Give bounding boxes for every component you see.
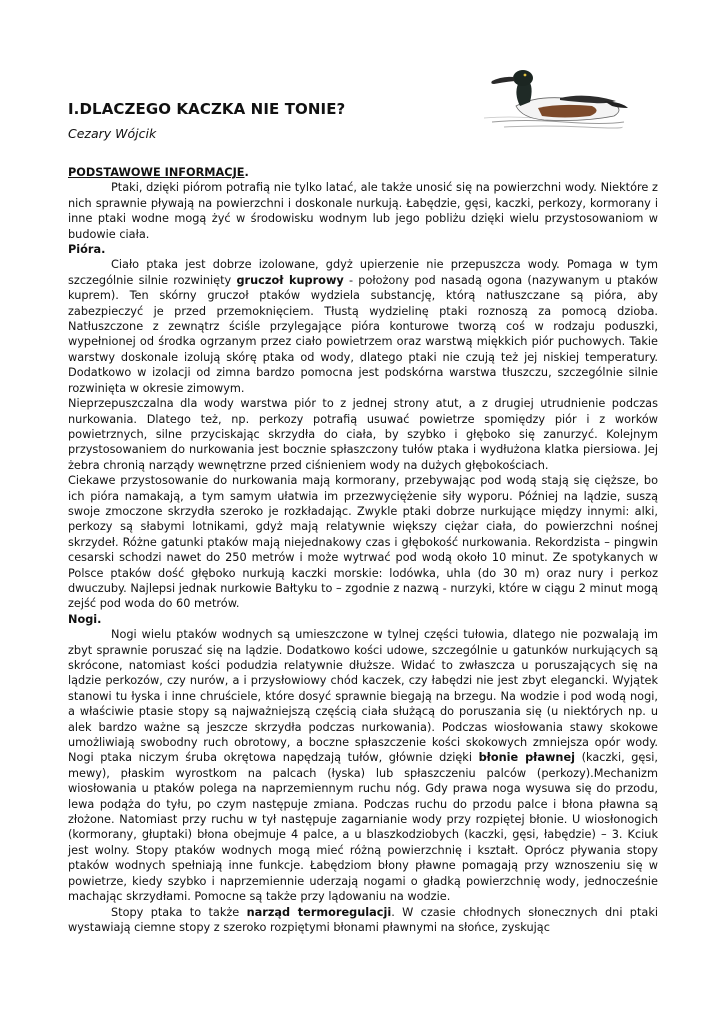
paragraph-cormorants: Ciekawe przystosowanie do nurkowania mają kormorany, przebywając pod wodą stają się cięższe, bo ich pióra namakają, a tym samym ułatwia im przezwyciężenie siły wyporu. Później na lądzie, suszą swoje zmoczone skrzydła szeroko je rozkładając. Zwykle ptaki dobrze nurkujące między innymi: alki, perkozy są słabymi lotnikami, gdyż mają relatywnie większy ciężar ciała, do powierzchni nośnej skrzydeł. Różne gatunki ptaków mają niejednakowy czas i głębokość nurkowania. Rekordzista – pingwin cesarski schodzi nawet do 250 metrów i może wytrwać pod wodą około 10 minut. Ze spotykanych w Polsce ptaków dość głęboko nurkują kaczki morskie: lodówka, uhla (do 30 m) oraz nury i perkoz dwuczuby. Najlepsi jednak nurkowie Bałtyku to – zgodnie z nazwą - nurzyki, które w ciągu 2 minut mogą zejść pod woda do 60 metrów.	[68, 474, 658, 611]
paragraph-legs-part2: (kaczki, gęsi, mewy), płaskim wyrostkom na palcach (łyska) lub spłaszczeniu palców (perkozy).Mechanizm wiosłowania u ptaków polega na naprzemiennym ruchu nóg. Gdy prawa noga wysuwa się do przodu, lewa podąża do tyłu, po czym następuje zmiana. Podczas ruchu do przodu palce i błona pławna są złożone. Natomiast przy ruchu w tył następuje zagarnianie wody przy rozpiętej błonie. U wiosłonogich (kormorany, głuptaki) błona obejmuje 4 palce, a u blaszkodziobych (kaczki, gęsi, łabędzie) – 3. Kciuk jest wolny. Stopy ptaków wodnych mogą mieć różną powierzchnię i kształt. Oprócz pływania stopy ptaków wodnych spełniają inne funkcje. Łabędziom błony pławne pomagają przy wznoszeniu się w powietrze, kiedy szybko i naprzemiennie uderzają nogami o gładką powierzchnię wody, jednocześnie machając skrzydłami. Pomocne są także przy lądowaniu na wodzie.	[68, 751, 658, 904]
term-webbed-membrane: błonie pławnej	[478, 751, 576, 765]
section-heading-feathers: Pióra.	[68, 243, 106, 257]
intro-heading-dot: .	[244, 166, 249, 179]
duck-illustration-icon	[464, 56, 634, 136]
paragraph-thermo-part1: Stopy ptaka to także	[111, 905, 247, 919]
page-title: I.DLACZEGO KACZKA NIE TONIE?	[68, 100, 346, 118]
paragraph-thermo-part2: . W czasie chłodnych słonecznych dni ptaki wystawiają ciemne stopy z szeroko rozpiętymi błonami pławnymi na słońce, zyskując	[68, 905, 659, 934]
document-page	[68, 0, 658, 1024]
term-uropygial-gland: gruczoł kuprowy	[236, 273, 344, 287]
paragraph-intro: Ptaki, dzięki piórom potrafią nie tylko latać, ale także unosić się na powierzchni wody. Niektóre z nich sprawnie pływają na powierzchni i doskonale nurkują. Łabędzie, gęsi, kaczki, perkozy, kormorany i inne ptaki wodne mogą żyć w środowisku wodnym lub jego pobliżu dzięki wielu przystosowaniom w budowie ciała.	[68, 181, 658, 241]
paragraph-thermoregulation	[68, 905, 658, 936]
paragraph-legs	[68, 627, 658, 904]
intro-heading	[68, 165, 658, 180]
term-thermoregulation: narząd termoregulacji	[246, 905, 392, 919]
paragraph-legs-part1: Nogi wielu ptaków wodnych są umieszczone w tylnej części tułowia, dlatego nie pozwalają im zbyt sprawnie poruszać się na lądzie. Dodatkowo kości udowe, szczególnie u gatunków nurkujących są skrócone, natomiast kości podudzia relatywnie dłuższe. Widać to zwłaszcza u poruszających się na lądzie perkozów, czy nurów, a i przysłowiowy chód kaczek, czy łabędzi nie jest zbyt elegancki. Wyjątek stanowi tu łyska i inne chruściele, które dosyć sprawnie biegają na brzegu. Na wodzie i pod wodą nogi, a właściwie ptasie stopy są najważniejszą częścią ciała służącą do poruszania się (u niektórych np. u alek bardzo ważne są jeszcze skrzydła podczas nurkowania). Podczas wiosłowania stawy skokowe umożliwiają swobodny ruch obrotowy, a boczne spłaszczenie kości skokowych zmniejsza opór wody. Nogi ptaka niczym śruba okrętowa napędzają tułów, głównie dzięki	[68, 628, 658, 765]
paragraph-feathers	[68, 257, 658, 396]
section-heading-legs: Nogi.	[68, 612, 102, 626]
paragraph-diving: Nieprzepuszczalna dla wody warstwa piór to z jednej strony atut, a z drugiej utrudnienie podczas nurkowania. Dlatego też, np. perkozy potrafią usuwać powietrze spomiędzy piór i z worków powietrznych, silne przyciskając skrzydła do ciała, by szybko i głęboko się zanurzyć. Kolejnym przystosowaniem do nurkowania jest bocznie spłaszczony tułów ptaka i wydłużona klatka piersiowa. Jej żebra chronią narządy wewnętrzne przed ciśnieniem wody na dużych głębokościach.	[68, 397, 658, 472]
intro-heading-text: PODSTAWOWE INFORMACJE	[68, 166, 245, 179]
paragraph-feathers-part2: - położony pod nasadą ogona (nazywanym u ptaków kuprem). Ten skórny gruczoł ptaków wydziela substancję, którą natłuszczane są pióra, aby zabezpieczyć je przed przemoknięciem. Tłustą wydzielinę ptaki roznoszą za pomocą dzioba. Natłuszczone z zewnątrz ściśle przylegające pióra konturowe tworzą coś w rodzaju poduszki, wypełnionej od środka ogrzanym przez ciało powietrzem oraz warstwą miękkich piór puchowych. Takie warstwy doskonale izolują skórę ptaka od wody, dlatego ptaki nie czują też jej niskiej temperatury. Dodatkowo w izolacji od zimna bardzo pomocna jest podskórna warstwa tłuszczu, szczególnie silnie rozwinięta w okresie zimowym.	[68, 273, 658, 395]
author-name: Cezary Wójcik	[68, 126, 157, 141]
paragraph-feathers-part1: Ciało ptaka jest dobrze izolowane, gdyż upierzenie nie przepuszcza wody. Pomaga w tym szczególnie silnie rozwinięty	[68, 258, 658, 287]
article-body	[68, 165, 658, 935]
